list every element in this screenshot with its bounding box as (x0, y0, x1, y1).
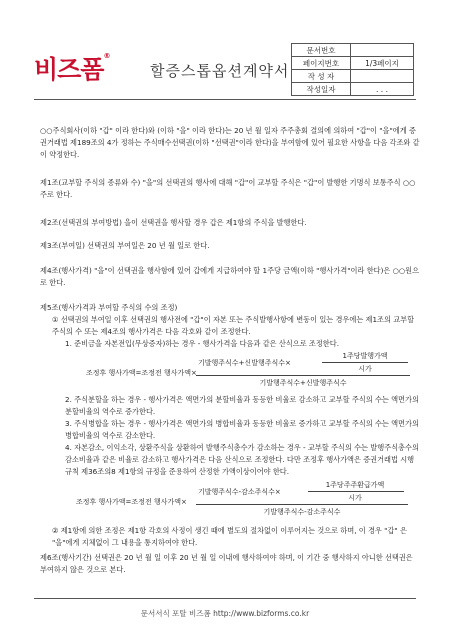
article-5-clause-2: ② 제1항에 의한 조정은 제1항 각호의 사정이 생긴 때에 별도의 절차없이 이루어지는 것으로 하며, 이 경우 "갑" 은 "을"에게 지체없이 그 내용을 통지하여야 한다. (52, 526, 407, 547)
formula-2-inner-bar (308, 491, 404, 492)
formula-1-denominator: 기발행주식수+신발행주식수 (259, 379, 347, 387)
article-6: 제6조(행사기간) 선택권은 20 년 월 일 이후 20 년 월 일 이내에 행사하여야 하며, 이 기간 중 행사하지 아니한 선택권은 부여하지 않은 것으로 본다. (40, 553, 413, 574)
article-4: 제4조(행사가격) "을"이 선택권을 행사함에 있어 갑에게 지급하여야 할 1주당 금액(이하 "행사가격"이라 한다)은 ○○원으로 한다. (40, 266, 420, 287)
article-5-clause-1: ① 선택권의 부여일 이후 선택권의 행사전에 "갑"이 자본 또는 주식발행사항에 변동이 있는 경우에는 제1조의 교부할 주식의 수 또는 제4조의 행사가격은 다음 각호와 같이 조정한다. (52, 315, 415, 336)
meta-key: 문서번호 (292, 44, 351, 57)
formula-2-inner-numerator: 1주당주주환급가액 (325, 481, 385, 489)
formula-1-inner-numerator: 1주당발행가액 (342, 352, 388, 360)
formula-1-inner-denominator: 시가 (358, 365, 372, 373)
meta-key: 작성일자 (292, 83, 351, 96)
header-rule (34, 99, 416, 100)
article-5-item-4: 4. 자본감소, 이익소각, 상환주식을 상환하여 발행주식총수가 감소하는 경우 - 교부할 주식의 수는 발행주식총수의 감소비율과 같은 비율로 감소하고 행사가격은 다음 산식으로 조정한다. 다만 조정후 행사가액은 증권거래법 시행규칙 제36조의8 제1항의 규정을 준용하여 산정한 가액이상이어야 한다. (65, 443, 419, 476)
article-3: 제3조(부여일) 선택권의 부여일은 20 년 월 일로 한다. (40, 241, 210, 250)
meta-key: 페이지번호 (292, 57, 351, 70)
document-meta-table (291, 43, 414, 96)
brand-logo: 비즈폼® (34, 52, 110, 84)
article-5-item-2: 2. 주식분할을 하는 경우 - 행사가격은 액면가의 분할비율과 동등한 비율로 감소하고 교부할 주식의 수는 액면가의 분할비율의 역수로 증가한다. (65, 395, 419, 416)
meta-value: . . . (351, 83, 414, 96)
formula-2-numerator: 기발행주식수-감소주식수× (198, 488, 281, 496)
meta-value (351, 70, 414, 83)
formula-2-lhs: 조정후 행사가액=조정전 행사가액× (76, 498, 187, 506)
footer-text: 문서서식 포탈 비즈폼 http://www.bizforms.co.kr (140, 609, 310, 618)
article-1: 제1조(교부할 주식의 종류와 수) "을"의 선택권의 행사에 대해 "갑"이 교부할 주식은 "갑"이 발행한 기명식 보통주식 ○○주로 한다. (40, 178, 416, 199)
article-5-title: 제5조(행사가격과 부여할 주식의 수의 조정) (40, 303, 178, 312)
formula-1-numerator: 기발행주식수+신발행주식수× (198, 359, 291, 367)
meta-value (351, 44, 414, 57)
formula-1-main-bar (196, 375, 410, 376)
document-title: 할증스톱옵션계약서 (150, 62, 290, 80)
formula-2-main-bar (196, 504, 408, 505)
meta-key: 작 성 자 (292, 70, 351, 83)
formula-1-inner-bar (322, 362, 408, 363)
footer-rule (34, 598, 416, 599)
meta-value: 1/3페이지 (351, 57, 414, 70)
article-2: 제2조(선택권의 부여방법) 을이 선택권을 행사할 경우 갑은 제1항의 주식을 발행한다. (40, 218, 307, 227)
formula-2-inner-denominator: 시가 (348, 494, 362, 502)
formula-1-lhs: 조정후 행사가액=조정전 행사가액× (86, 369, 197, 377)
formula-2-denominator: 기발행주식수-감소주식수 (263, 508, 341, 516)
article-5-item-1: 1. 준비금을 자본전입(무상증자)하는 경우 - 행사가격을 다음과 같은 산식으로 조정한다. (65, 339, 339, 348)
intro-paragraph: ○○주식회사(이하 "갑" 이라 한다)와 (이하 "을" 이라 한다)는 20 년 월 일자 주주총회 결의에 의하여 "갑"이 "을"에게 증권거래법 제189조의 4가 정하는 주식매수선택권(이하 "선택권"이라 한다)을 부여함에 있어 필요한 사항을 다음 각조와 같이 약정한다. (40, 126, 420, 159)
article-5-item-3: 3. 주식병합을 하는 경우 - 행사가격은 액면가의 병합비율과 동등한 비율로 증가하고 교부할 주식의 수는 액면가의 병합비율의 역수로 감소한다. (65, 419, 419, 440)
